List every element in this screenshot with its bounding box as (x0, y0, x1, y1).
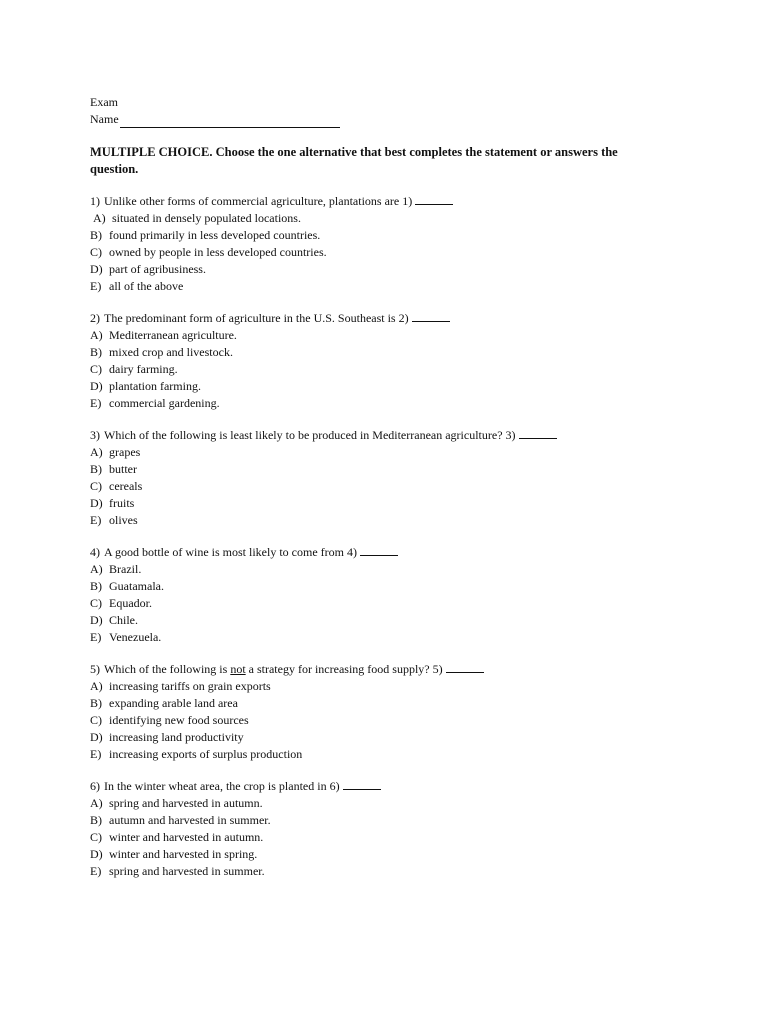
name-row (90, 111, 340, 128)
option-text: fruits (109, 496, 135, 510)
option-letter: E) (90, 279, 102, 293)
option-text: olives (109, 513, 138, 527)
question-stem (90, 310, 690, 327)
option-letter: C) (90, 596, 102, 610)
answer-ref: 1) (402, 194, 413, 208)
option-e[interactable] (90, 746, 690, 763)
question-4 (90, 544, 690, 646)
option-letter: B) (90, 696, 102, 710)
question-stem (90, 544, 690, 561)
question-5 (90, 661, 690, 763)
option-d[interactable] (90, 846, 690, 863)
option-text: identifying new food sources (109, 713, 249, 727)
option-text: commercial gardening. (109, 396, 220, 410)
question-3 (90, 427, 690, 529)
question-stem (90, 427, 690, 444)
option-c[interactable] (90, 829, 690, 846)
name-field[interactable] (120, 115, 340, 128)
option-a[interactable] (90, 444, 690, 461)
option-letter: A) (93, 211, 106, 225)
answer-ref: 6) (329, 779, 340, 793)
option-text: increasing tariffs on grain exports (109, 679, 271, 693)
option-text: mixed crop and livestock. (109, 345, 233, 359)
option-letter: B) (90, 462, 102, 476)
question-number: 5) (90, 662, 100, 676)
option-letter: A) (90, 679, 103, 693)
option-letter: E) (90, 630, 102, 644)
question-number: 2) (90, 311, 100, 325)
answer-ref: 2) (398, 311, 409, 325)
option-text: situated in densely populated locations. (112, 211, 301, 225)
option-a[interactable] (90, 561, 690, 578)
option-letter: E) (90, 396, 102, 410)
option-text: dairy farming. (109, 362, 178, 376)
option-text: cereals (109, 479, 143, 493)
question-stem (90, 193, 690, 210)
option-text: owned by people in less developed countries. (109, 245, 327, 259)
option-e[interactable] (90, 512, 690, 529)
instructions: MULTIPLE CHOICE. Choose the one alternative that best completes the statement or answers the question. (90, 145, 618, 176)
option-d[interactable] (90, 612, 690, 629)
answer-ref: 5) (432, 662, 443, 676)
answer-blank[interactable] (446, 661, 484, 673)
answer-blank[interactable] (415, 193, 453, 205)
option-letter: B) (90, 228, 102, 242)
answer-blank[interactable] (519, 427, 557, 439)
option-letter: D) (90, 262, 103, 276)
option-letter: B) (90, 579, 102, 593)
answer-ref: 4) (346, 545, 357, 559)
option-text: expanding arable land area (109, 696, 238, 710)
question-text: In the winter wheat area, the crop is planted in (104, 779, 327, 793)
option-letter: D) (90, 730, 103, 744)
option-letter: E) (90, 513, 102, 527)
answer-blank[interactable] (360, 544, 398, 556)
option-d[interactable] (90, 378, 690, 395)
option-text: grapes (109, 445, 141, 459)
option-letter: D) (90, 613, 103, 627)
question-text: The predominant form of agriculture in the U.S. Southeast is (104, 311, 396, 325)
question-number: 1) (90, 194, 100, 208)
question-stem (90, 778, 690, 795)
option-a[interactable] (90, 327, 690, 344)
option-text: Mediterranean agriculture. (109, 328, 237, 342)
answer-ref: 3) (505, 428, 516, 442)
option-letter: A) (90, 796, 103, 810)
question-text: Which of the following is least likely to be produced in Mediterranean agriculture? (104, 428, 503, 442)
option-b[interactable] (90, 461, 690, 478)
option-a[interactable] (90, 678, 690, 695)
option-letter: A) (90, 562, 103, 576)
option-letter: D) (90, 496, 103, 510)
option-text: Equador. (109, 596, 152, 610)
option-c[interactable] (90, 361, 690, 378)
option-letter: D) (90, 379, 103, 393)
option-text: winter and harvested in spring. (109, 847, 258, 861)
option-text: part of agribusiness. (109, 262, 206, 276)
option-text: plantation farming. (109, 379, 201, 393)
option-text: Guatamala. (109, 579, 164, 593)
option-letter: A) (90, 445, 103, 459)
option-text: Brazil. (109, 562, 142, 576)
option-d[interactable] (90, 495, 690, 512)
exam-label: Exam (90, 95, 118, 109)
option-letter: A) (90, 328, 103, 342)
question-number: 3) (90, 428, 100, 442)
question-number: 6) (90, 779, 100, 793)
option-letter: C) (90, 830, 102, 844)
option-c[interactable] (90, 244, 690, 261)
option-a[interactable] (90, 795, 690, 812)
option-a[interactable] (90, 210, 690, 227)
question-text-after: a strategy for increasing food supply? (248, 662, 430, 676)
option-text: winter and harvested in autumn. (109, 830, 264, 844)
question-stem (90, 661, 690, 678)
option-e[interactable] (90, 395, 690, 412)
option-text: spring and harvested in autumn. (109, 796, 263, 810)
option-d[interactable] (90, 261, 690, 278)
question-text-emphasis: not (230, 662, 246, 676)
option-text: Chile. (109, 613, 138, 627)
option-text: increasing land productivity (109, 730, 244, 744)
option-b[interactable] (90, 578, 690, 595)
option-b[interactable] (90, 344, 690, 361)
option-text: autumn and harvested in summer. (109, 813, 271, 827)
answer-blank[interactable] (412, 310, 450, 322)
option-text: all of the above (109, 279, 184, 293)
question-text-before: Which of the following is (104, 662, 228, 676)
exam-header (90, 94, 340, 128)
option-letter: E) (90, 864, 102, 878)
question-6 (90, 778, 690, 880)
answer-blank[interactable] (343, 778, 381, 790)
option-b[interactable] (90, 812, 690, 829)
option-c[interactable] (90, 595, 690, 612)
option-c[interactable] (90, 712, 690, 729)
option-letter: C) (90, 713, 102, 727)
option-d[interactable] (90, 729, 690, 746)
option-letter: C) (90, 479, 102, 493)
option-c[interactable] (90, 478, 690, 495)
question-2 (90, 310, 690, 412)
option-text: found primarily in less developed countries. (109, 228, 321, 242)
option-text: increasing exports of surplus production (109, 747, 303, 761)
question-text: A good bottle of wine is most likely to come from (104, 545, 344, 559)
option-e[interactable] (90, 629, 690, 646)
option-text: spring and harvested in summer. (109, 864, 265, 878)
question-1 (90, 193, 690, 295)
option-letter: C) (90, 362, 102, 376)
option-letter: B) (90, 345, 102, 359)
option-letter: C) (90, 245, 102, 259)
option-letter: B) (90, 813, 102, 827)
option-e[interactable] (90, 278, 690, 295)
question-text: Unlike other forms of commercial agriculture, plantations are (104, 194, 400, 208)
option-letter: D) (90, 847, 103, 861)
option-letter: E) (90, 747, 102, 761)
question-number: 4) (90, 545, 100, 559)
name-label: Name (90, 112, 119, 126)
option-e[interactable] (90, 863, 690, 880)
option-text: Venezuela. (109, 630, 162, 644)
option-b[interactable] (90, 695, 690, 712)
question-list (90, 193, 690, 895)
option-b[interactable] (90, 227, 690, 244)
option-text: butter (109, 462, 137, 476)
